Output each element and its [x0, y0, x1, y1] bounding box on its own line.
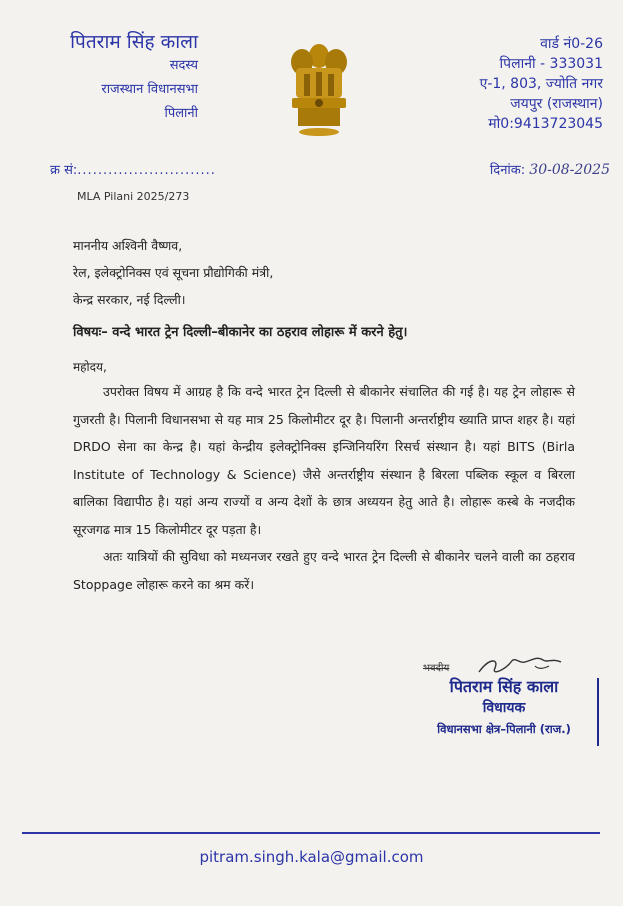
salutation: महोदय, [73, 360, 107, 374]
letterhead-mobile: मो0:9413723045 [488, 116, 603, 132]
letterhead-ward: वार्ड नं0-26 [540, 36, 603, 52]
date-value: 30-08-2025 [529, 162, 610, 178]
footer-divider [22, 832, 600, 834]
date-label: दिनांक: [489, 163, 526, 178]
reference-serial [50, 160, 216, 178]
signature-stamp [415, 676, 593, 748]
addressee-line: माननीय अश्विनी वैष्णव, [73, 238, 183, 253]
reference-line [50, 160, 610, 180]
letterhead-constituency: पिलानी [164, 106, 198, 121]
stamp-constituency: विधानसभा क्षेत्र–पिलानी (राज.) [437, 722, 571, 736]
body-paragraph: उपरोक्त विषय में आग्रह है कि वन्दे भारत ट्रेन दिल्ली से बीकानेर संचालित की गई है। यह ट्रेन लोहारू से गुजरती है। पिलानी विधानसभा से यह मात्र 25 किलोमीटर दूर है। पिलानी अन्तर्राष्ट्रीय ख्याति प्राप्त शहर है। यहां DRDO सेना का केन्द्र है। यहां केन्द्रीय इलेक्ट्रोनिक्स इन्जिनियरिंग रिसर्च संस्थान है। यहां BITS (Birla Institute of Technology & Science) जैसे अन्तर्राष्ट्रीय संस्थान है बिरला पब्लिक स्कूल व बिरला बालिका विद्यापीठ है। यहां अन्य राज्यों व अन्य देशों के छात्र अध्ययन हेतु आते है। लोहारू कस्बे के नजदीक सूरजगढ मात्र 15 किलोमीटर दूर पड़ता है। [73, 384, 575, 537]
addressee-block [73, 232, 273, 313]
letterhead-designation: सदस्य [169, 58, 198, 73]
closing-text: भवदीय [423, 663, 450, 674]
addressee-line: केन्द्र सरकार, नई दिल्ली। [73, 292, 186, 307]
addressee-line: रेल, इलेक्ट्रोनिक्स एवं सूचना प्रौद्योगिकी मंत्री, [73, 265, 274, 280]
letterhead-name: पितराम सिंह काला [70, 31, 198, 53]
letterhead-left [28, 30, 198, 126]
letterhead-address: ए-1, 803, ज्योति नगर [479, 76, 603, 92]
letterhead-right [413, 34, 603, 134]
letterhead-city: जयपुर (राजस्थान) [510, 96, 603, 112]
subject-line: विषयः– वन्दे भारत ट्रेन दिल्ली–बीकानेर का ठहराव लोहारू में करने हेतु। [73, 325, 408, 340]
serial-dots: ........................... [77, 163, 216, 178]
letterhead-assembly: राजस्थान विधानसभा [101, 82, 198, 97]
handwritten-signature-icon [475, 652, 565, 678]
footer-email: pitram.singh.kala@gmail.com [199, 848, 424, 866]
reference-number: MLA Pilani 2025/273 [77, 190, 190, 203]
letterhead-pin: पिलानी - 333031 [499, 56, 603, 72]
stamp-name: पितराम सिंह काला [449, 677, 559, 696]
body-paragraph: अतः यात्रियों की सुविधा को मध्यनजर रखते हुए वन्दे भारत ट्रेन दिल्ली से बीकानेर चलने वाली का ठहराव Stoppage लोहारू करने का श्रम करें। [73, 549, 575, 592]
letter-body [73, 378, 575, 598]
signature-block [405, 660, 595, 750]
stamp-title: विधायक [482, 700, 526, 716]
national-emblem-icon [282, 38, 356, 138]
serial-label: क्र सं: [50, 163, 78, 178]
reference-date [490, 160, 610, 178]
stamp-border [597, 678, 599, 746]
